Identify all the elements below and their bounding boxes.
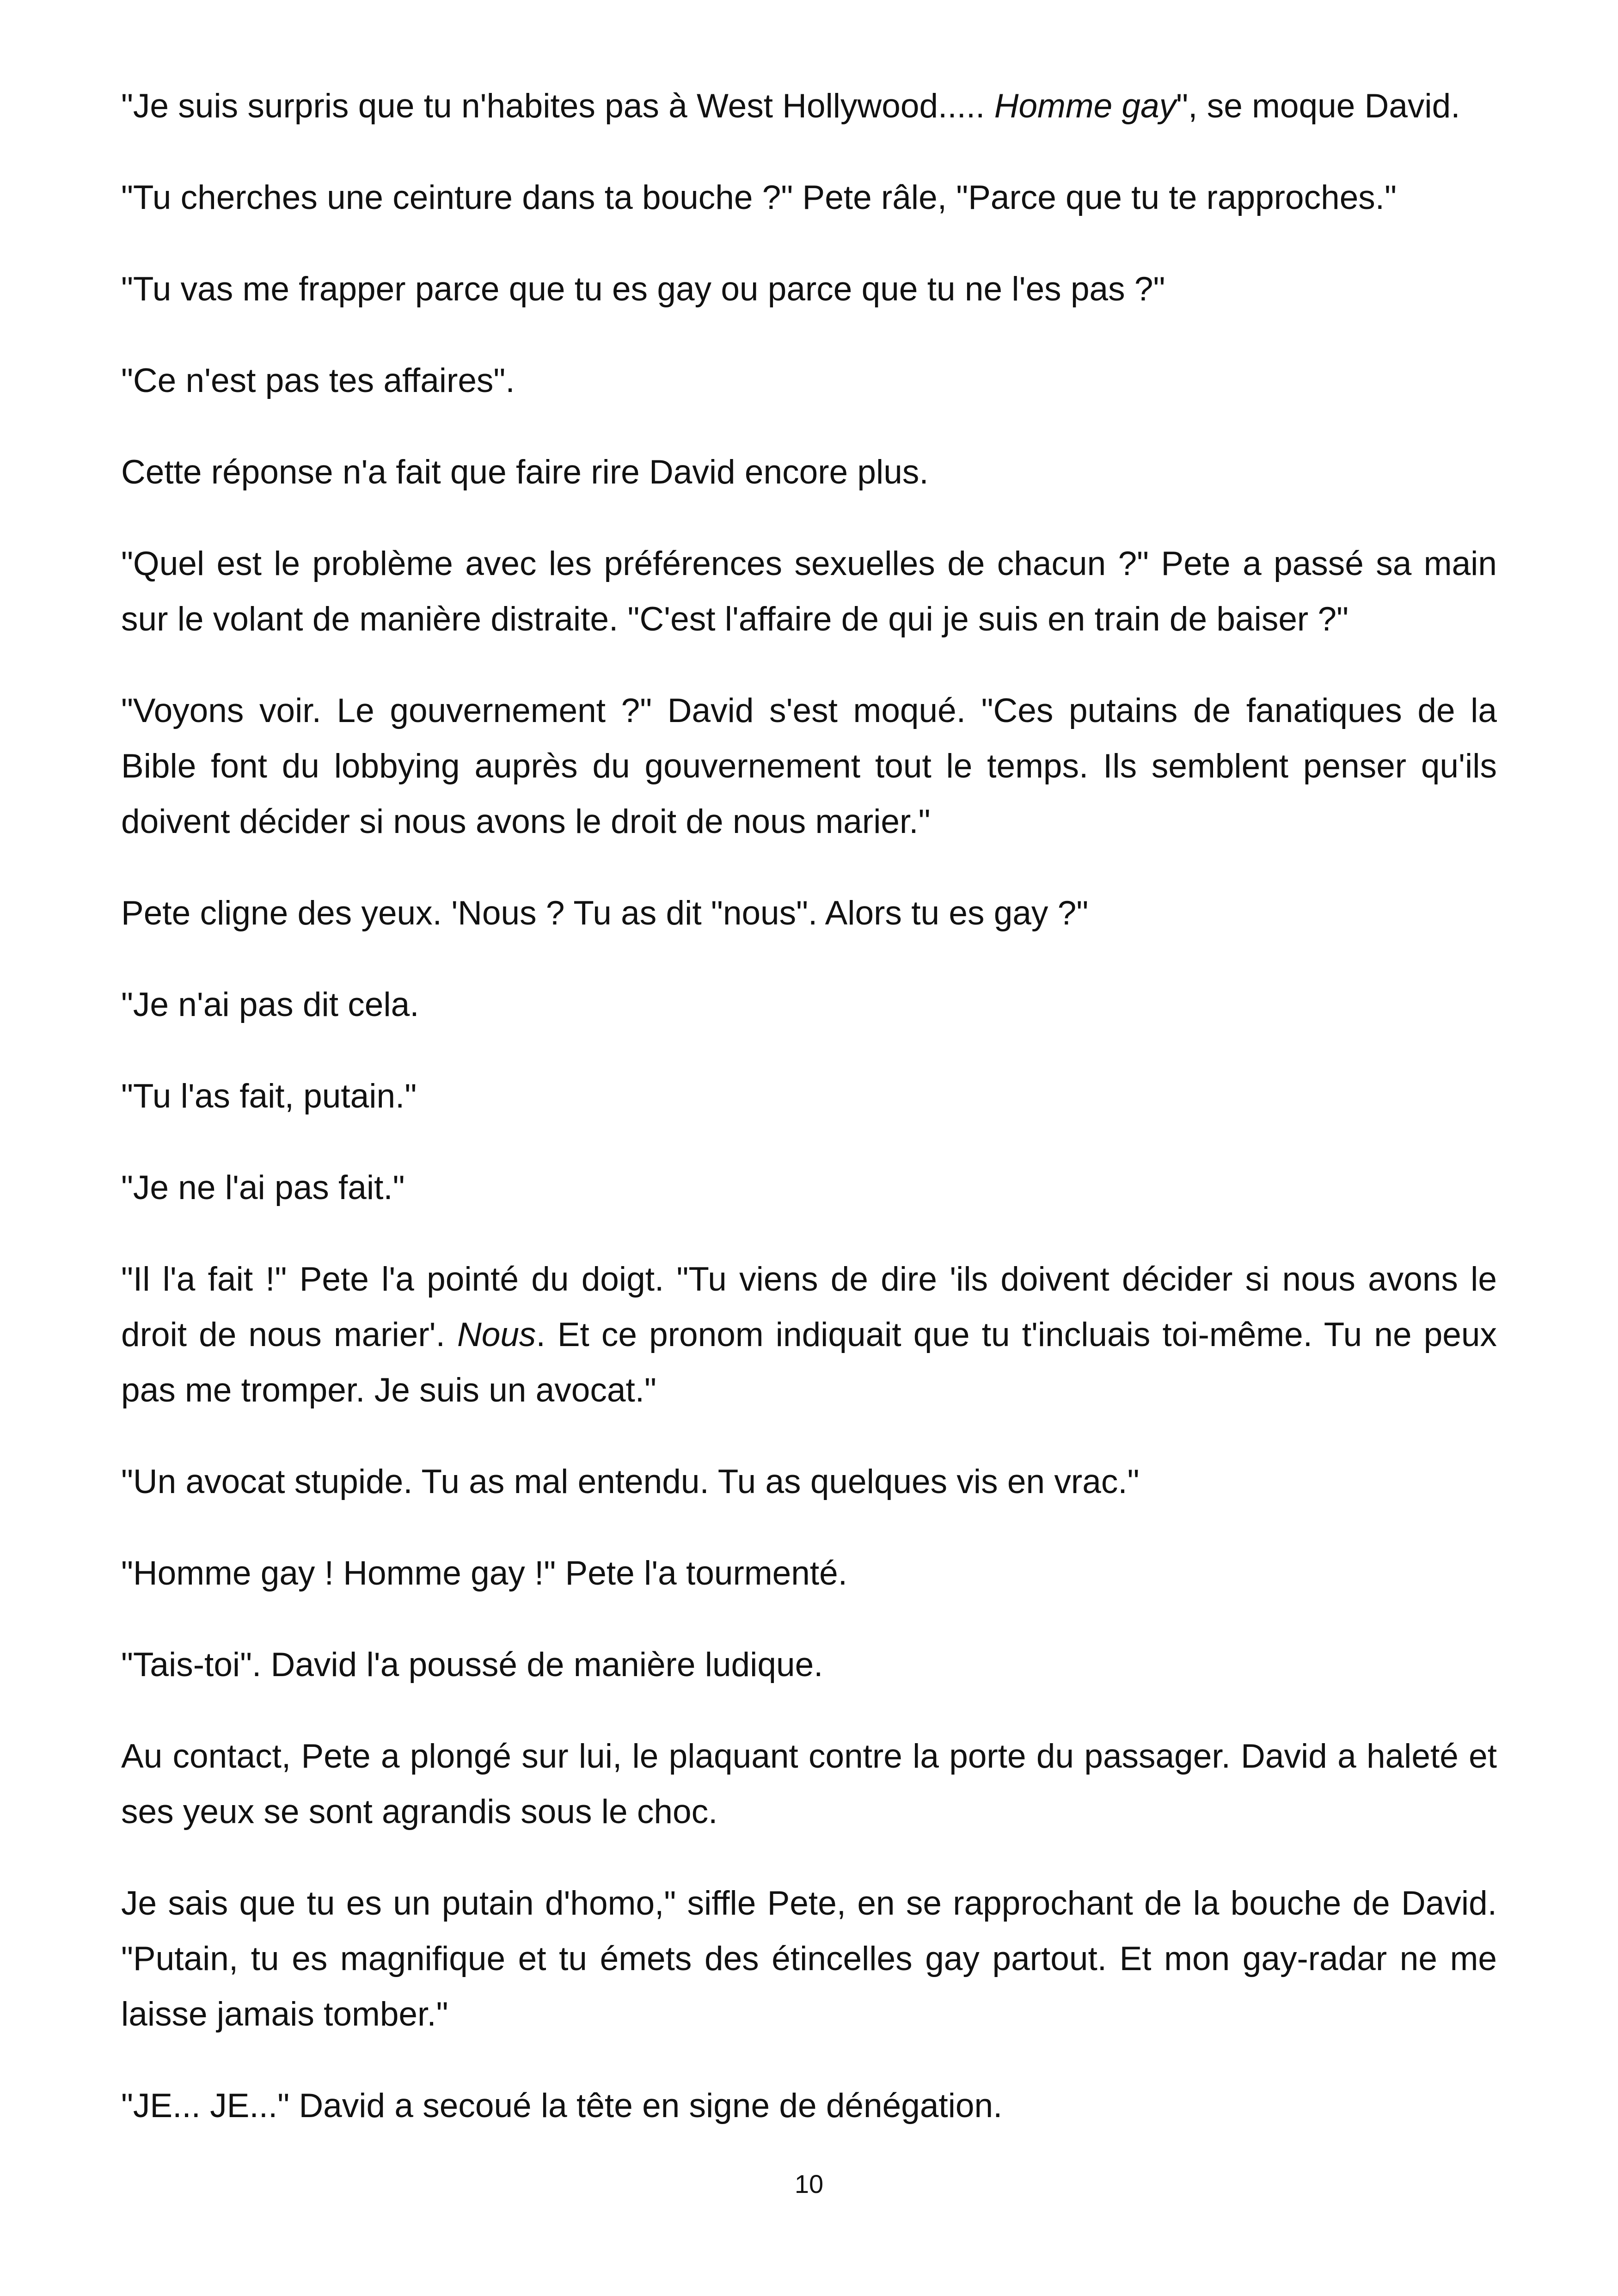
text-run: "Voyons voir. Le gouvernement ?" David s'est moqué. "Ces putains de fanatiques de la Bible font du lobbying auprès du gouvernement tout le temps. Ils semblent penser qu'ils doivent décider si nous avons le droit de nous marier." <box>121 692 1497 840</box>
paragraph <box>121 1160 1497 1216</box>
document-body <box>121 79 1497 2170</box>
text-run-italic: Nous <box>457 1316 536 1353</box>
text-run: "Quel est le problème avec les préférences sexuelles de chacun ?" Pete a passé sa main sur le volant de manière distraite. "C'est l'affaire de qui je suis en train de baiser ?" <box>121 545 1497 638</box>
text-run: ", se moque David. <box>1176 87 1460 125</box>
text-run: "Je suis surpris que tu n'habites pas à West Hollywood..... <box>121 87 994 125</box>
text-run: Cette réponse n'a fait que faire rire David encore plus. <box>121 453 929 491</box>
paragraph <box>121 262 1497 317</box>
text-run: "Un avocat stupide. Tu as mal entendu. Tu as quelques vis en vrac." <box>121 1463 1140 1500</box>
text-run: "Je ne l'ai pas fait." <box>121 1169 405 1206</box>
paragraph <box>121 1252 1497 1418</box>
text-run: "Tu cherches une ceinture dans ta bouche ?" Pete râle, "Parce que tu te rapproches." <box>121 179 1397 216</box>
text-run: . Et ce pronom indiquait que tu t'incluais toi-même. Tu ne peux pas me tromper. Je suis un avocat." <box>121 1316 1497 1409</box>
paragraph <box>121 170 1497 226</box>
paragraph <box>121 1546 1497 1601</box>
text-run: Pete cligne des yeux. 'Nous ? Tu as dit "nous". Alors tu es gay ?" <box>121 894 1089 932</box>
paragraph <box>121 886 1497 941</box>
paragraph <box>121 445 1497 500</box>
text-run: "Tu vas me frapper parce que tu es gay ou parce que tu ne l'es pas ?" <box>121 270 1165 308</box>
text-run: Au contact, Pete a plongé sur lui, le plaquant contre la porte du passager. David a haleté et ses yeux se sont agrandis sous le choc. <box>121 1738 1497 1831</box>
paragraph <box>121 1876 1497 2042</box>
text-run: Je sais que tu es un putain d'homo," siffle Pete, en se rapprochant de la bouche de David. "Putain, tu es magnifique et tu émets des étincelles gay partout. Et mon gay-radar ne me laisse jamais tomber." <box>121 1885 1497 2033</box>
paragraph <box>121 1729 1497 1840</box>
paragraph <box>121 536 1497 647</box>
page-number: 10 <box>794 2169 824 2198</box>
text-run: "Homme gay ! Homme gay !" Pete l'a tourmenté. <box>121 1555 847 1592</box>
text-run-italic: Homme gay <box>994 87 1177 125</box>
paragraph <box>121 683 1497 850</box>
text-run: "Je n'ai pas dit cela. <box>121 986 419 1023</box>
paragraph <box>121 79 1497 134</box>
text-run: "Il l'a fait !" Pete l'a pointé du doigt. "Tu viens de dire 'ils doivent décider si nous avons le droit de nous marier'. <box>121 1261 1497 1353</box>
paragraph <box>121 353 1497 409</box>
text-run: "Ce n'est pas tes affaires". <box>121 362 515 399</box>
paragraph <box>121 977 1497 1033</box>
text-run: "Tais-toi". David l'a poussé de manière ludique. <box>121 1646 823 1684</box>
paragraph <box>121 1069 1497 1124</box>
paragraph <box>121 1637 1497 1693</box>
text-run: "JE... JE..." David a secoué la tête en signe de dénégation. <box>121 2087 1003 2125</box>
paragraph <box>121 2078 1497 2134</box>
paragraph <box>121 1454 1497 1510</box>
text-run: "Tu l'as fait, putain." <box>121 1078 417 1115</box>
